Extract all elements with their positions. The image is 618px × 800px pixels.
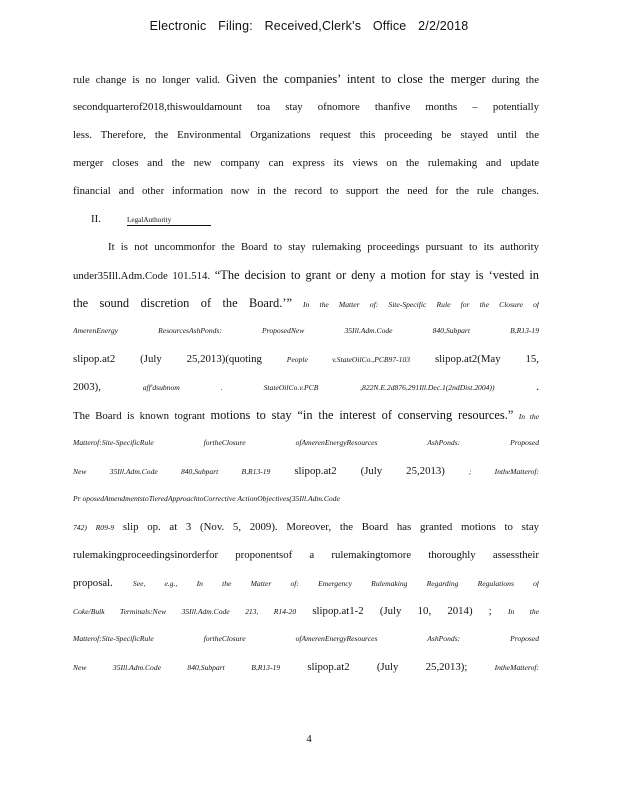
page-number: 4 [306,733,312,745]
text-span: “The decision to grant or deny a motion for stay is ‘vested in [214,268,539,282]
citation-span: 742) [73,523,87,532]
text-span: secondquarterof2018,thiswouldamount [73,101,242,113]
citation-span: ; IntheMatterof: [468,467,539,476]
text-span: . [536,381,539,393]
text-line [73,464,539,479]
text-line [73,576,539,591]
text-line [73,604,539,619]
text-line [73,408,539,424]
citation-span: In the [518,412,539,421]
section-heading [91,213,211,226]
citation-span: ,822N.E.2d876,291Ill.Dec.1(2ndDist.2004)) [360,383,495,392]
text-span: proposal. [73,577,113,589]
citation-span: IntheMatterof: [494,663,539,672]
text-span: slipop.at2 (July 25,2013); [307,661,468,673]
text-line [73,520,539,535]
text-span: slipop.at2 (July 25,2013) [294,465,445,477]
citation-span: New 35Ill.Adm.Code 840,Subpart B,R13-19 [73,467,271,476]
citation-line: Pr oposedAmendmentstoTieredApproachtoCorrective ActionObjectives(35Ill.Adm.Code [73,494,340,503]
text-span: The Board is known togrant [73,410,206,422]
citation-line: Matterof:Site-SpecificRule fortheClosure ofAmerenEnergyResources AshPonds: Proposed [73,438,539,447]
citation-span: Coke/Bulk Terminals:New 35Ill.Adm.Code 213, R14-20 [73,607,297,616]
text-span: under35Ill.Adm.Code 101.514. [73,270,211,282]
citation-span: In the Matter of: Site-Specific Rule for the Closure of [302,300,539,309]
text-line: less. Therefore, the Environmental Organizations request this proceeding be stayed until the [73,129,539,141]
text-span: slipop.at2(May 15, [434,353,539,365]
citation-line: Matterof:Site-SpecificRule fortheClosure ofAmerenEnergyResources AshPonds: Proposed [73,634,539,643]
text-line: merger closes and the new company can express its views on the rulemaking and update [73,157,539,169]
text-span: slipop.at2 (July 25,2013)(quoting [73,353,262,365]
text-span: 2003), [73,381,101,393]
citation-line: AmerenEnergy ResourcesAshPonds: ProposedNew 35Ill.Adm.Code 840,Subpart B,R13-19 [73,326,539,335]
text-span: slip op. at 3 (Nov. 5, 2009). Moreover, the Board has granted motions to stay [122,521,539,533]
text-span: – potentially [472,101,539,113]
text-line: It is not uncommonfor the Board to stay rulemaking proceedings pursuant to its authority [108,241,539,253]
text-line: financial and other information now in the record to support the need for the rule changes. [73,185,539,197]
text-line [73,268,539,283]
text-line [73,380,539,395]
text-span: toa stay ofnomore thanfive months [256,101,458,113]
text-span: slipop.at1-2 (July 10, 2014) ; [312,605,492,617]
citation-span: People v.StateOilCo.,PCB97-103 [286,355,411,364]
text-span: rule change is no longer valid. [73,74,221,86]
text-line [73,352,539,367]
citation-span: See, e.g., In the Matter of: Emergency Rulemaking Regarding Regulations of [132,579,539,588]
section-number: II. [91,213,101,225]
text-line [73,296,539,312]
text-span: Given the companies’ intent to close the merger [226,72,486,86]
citation-span: New 35Ill.Adm.Code 840,Subpart B,R13-19 [73,663,281,672]
text-line [73,660,539,675]
citation-span: R09-9 [95,523,115,532]
filing-header: Electronic Filing: Received,Clerk's Office 2/2/2018 [149,19,469,33]
text-span: during the [491,74,539,86]
text-line: rulemakingproceedingsinorderfor proponentsof a rulemakingtomore thoroughly assesstheir [73,549,539,561]
section-title: LegalAuthority [127,216,211,226]
citation-span: In the [507,607,539,616]
citation-span: aff'dsubnom . StateOilCo.v.PCB [142,383,319,392]
text-span: motions to stay “in the interest of conserving resources.” [210,408,514,422]
text-line [73,100,539,114]
text-span: the sound discretion of the Board.’” [73,296,292,310]
text-line [73,72,539,87]
